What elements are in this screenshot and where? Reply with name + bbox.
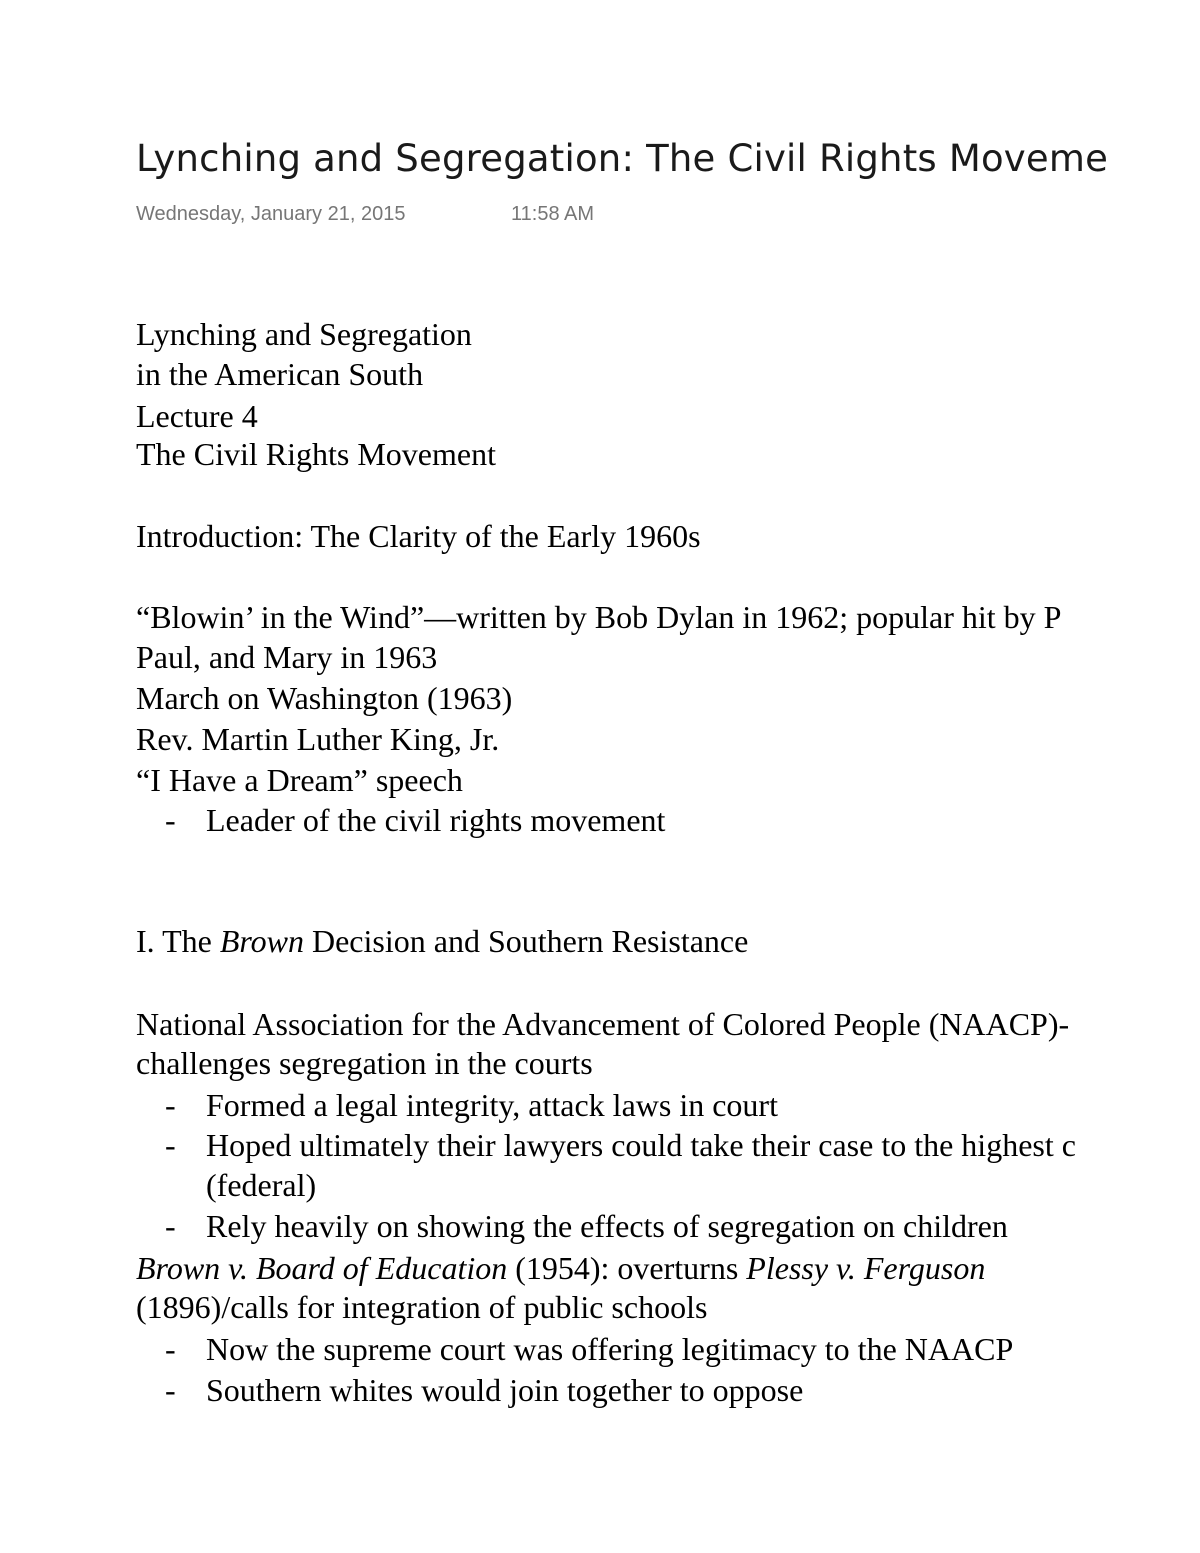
bullet-dash: -: [165, 1127, 176, 1163]
header-line-3: Lecture 4: [136, 398, 258, 434]
intro-blowin-line-1: “Blowin’ in the Wind”—written by Bob Dylan in 1962; popular hit by P: [136, 599, 1062, 635]
bullet-dash: -: [165, 1372, 176, 1408]
intro-king: Rev. Martin Luther King, Jr.: [136, 721, 500, 757]
bullet-southern: Southern whites would join together to oppose: [206, 1372, 804, 1408]
brown-line-2: (1896)/calls for integration of public schools: [136, 1289, 708, 1325]
intro-march: March on Washington (1963): [136, 680, 513, 716]
intro-blowin-line-2: Paul, and Mary in 1963: [136, 639, 438, 675]
brown-mid-text: (1954): overturns: [507, 1250, 747, 1286]
brown-case-name: Brown v. Board of Education: [136, 1250, 508, 1286]
bullet-dash: -: [165, 1208, 176, 1244]
bullet-dash: -: [165, 802, 176, 838]
bullet-hoped-line-1: Hoped ultimately their lawyers could take their case to the highest c: [206, 1127, 1076, 1163]
note-title[interactable]: Lynching and Segregation: The Civil Rights Moveme: [136, 137, 1109, 180]
section-1-heading-prefix: I. The: [136, 923, 220, 959]
note-date: Wednesday, January 21, 2015: [136, 203, 406, 225]
bullet-rely: Rely heavily on showing the effects of segregation on children: [206, 1208, 1008, 1244]
bullet-leader: Leader of the civil rights movement: [206, 802, 666, 838]
note-time: 11:58 AM: [511, 203, 595, 225]
bullet-hoped-line-2: (federal): [206, 1167, 317, 1203]
bullet-supreme: Now the supreme court was offering legitimacy to the NAACP: [206, 1331, 1014, 1367]
intro-dream: “I Have a Dream” speech: [136, 762, 463, 798]
header-line-1: Lynching and Segregation: [136, 316, 472, 352]
bullet-dash: -: [165, 1331, 176, 1367]
header-line-4: The Civil Rights Movement: [136, 436, 496, 472]
section-1-heading: [136, 921, 748, 961]
naacp-line-1: National Association for the Advancement of Colored People (NAACP)-: [136, 1006, 1070, 1042]
section-1-heading-italic: Brown: [219, 923, 304, 959]
naacp-line-2: challenges segregation in the courts: [136, 1045, 593, 1081]
intro-heading: Introduction: The Clarity of the Early 1960s: [136, 518, 701, 554]
bullet-legal: Formed a legal integrity, attack laws in court: [206, 1087, 778, 1123]
header-line-2: in the American South: [136, 356, 424, 392]
brown-line-1: [136, 1248, 985, 1288]
bullet-dash: -: [165, 1087, 176, 1123]
section-1-heading-suffix: Decision and Southern Resistance: [303, 923, 749, 959]
plessy-case-name: Plessy v. Ferguson: [746, 1250, 986, 1286]
